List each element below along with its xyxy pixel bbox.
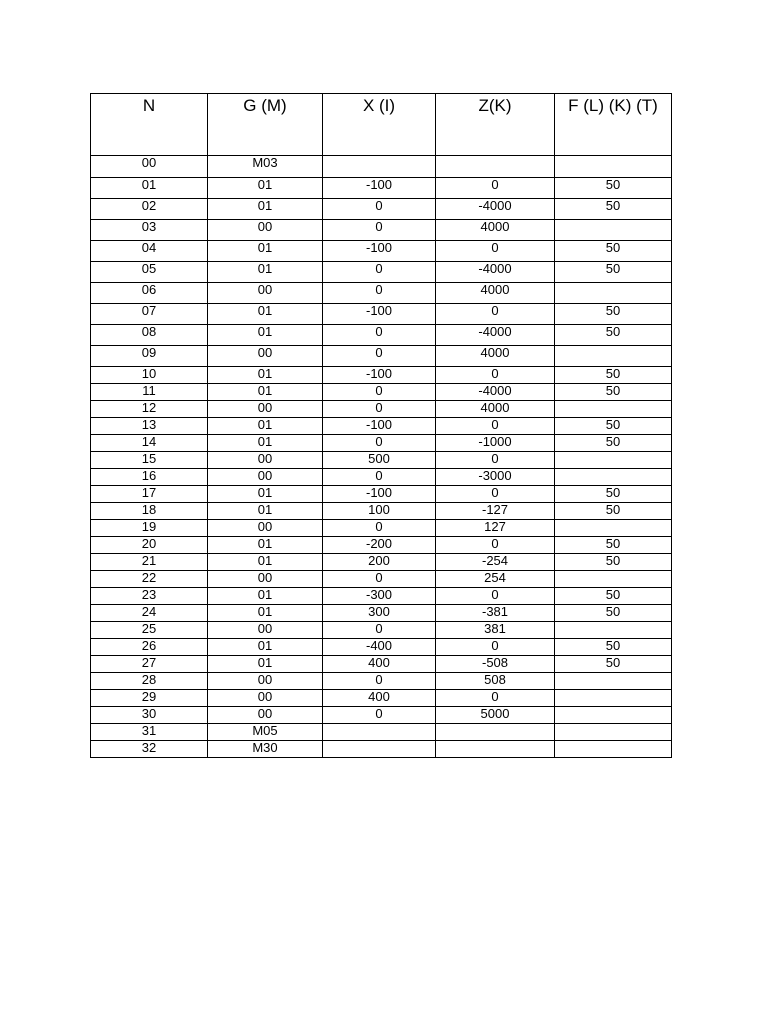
- cell-f: [555, 283, 672, 304]
- table-row: [91, 503, 672, 520]
- cell-n: 01: [91, 178, 208, 199]
- cell-z-k: 508: [436, 673, 555, 690]
- table-row: [91, 622, 672, 639]
- cell-z-k: 0: [436, 486, 555, 503]
- cell-x-i: [323, 156, 436, 178]
- cell-z-k: 4000: [436, 283, 555, 304]
- table-row: [91, 241, 672, 262]
- cell-z-k: 4000: [436, 220, 555, 241]
- cell-z-k: -1000: [436, 435, 555, 452]
- table-row: [91, 435, 672, 452]
- cell-z-k: 0: [436, 178, 555, 199]
- cell-x-i: -100: [323, 486, 436, 503]
- table-row: [91, 384, 672, 401]
- cell-x-i: 0: [323, 283, 436, 304]
- cell-g-m: 01: [208, 656, 323, 673]
- cell-z-k: [436, 741, 555, 758]
- cell-n: 15: [91, 452, 208, 469]
- cell-f: 50: [555, 503, 672, 520]
- table-row: [91, 520, 672, 537]
- cell-x-i: -200: [323, 537, 436, 554]
- cell-z-k: -381: [436, 605, 555, 622]
- cell-f: 50: [555, 241, 672, 262]
- cell-g-m: 00: [208, 469, 323, 486]
- cell-n: 11: [91, 384, 208, 401]
- cell-g-m: 01: [208, 588, 323, 605]
- cell-f: 50: [555, 486, 672, 503]
- cell-x-i: 0: [323, 199, 436, 220]
- cell-g-m: 01: [208, 262, 323, 283]
- cell-z-k: -4000: [436, 199, 555, 220]
- cell-n: 03: [91, 220, 208, 241]
- cell-x-i: 0: [323, 520, 436, 537]
- cell-n: 29: [91, 690, 208, 707]
- cell-g-m: 00: [208, 622, 323, 639]
- cell-g-m: 01: [208, 384, 323, 401]
- cell-g-m: 00: [208, 452, 323, 469]
- cell-f: [555, 220, 672, 241]
- cell-z-k: 0: [436, 588, 555, 605]
- cell-z-k: 0: [436, 304, 555, 325]
- header-n: N: [91, 94, 208, 156]
- table-row: [91, 325, 672, 346]
- cell-n: 24: [91, 605, 208, 622]
- cell-x-i: 500: [323, 452, 436, 469]
- cell-z-k: 0: [436, 639, 555, 656]
- cell-z-k: 4000: [436, 401, 555, 418]
- cell-f: 50: [555, 588, 672, 605]
- cell-x-i: 0: [323, 220, 436, 241]
- cell-n: 16: [91, 469, 208, 486]
- cell-x-i: 0: [323, 673, 436, 690]
- cell-x-i: 0: [323, 262, 436, 283]
- cell-g-m: M30: [208, 741, 323, 758]
- cell-f: 50: [555, 435, 672, 452]
- table-row: [91, 178, 672, 199]
- cell-n: 30: [91, 707, 208, 724]
- cell-x-i: 300: [323, 605, 436, 622]
- cell-f: 50: [555, 325, 672, 346]
- table-row: [91, 469, 672, 486]
- table-row: [91, 262, 672, 283]
- cell-f: 50: [555, 639, 672, 656]
- cell-z-k: 4000: [436, 346, 555, 367]
- cell-z-k: 0: [436, 418, 555, 435]
- cell-g-m: 01: [208, 537, 323, 554]
- cell-f: [555, 401, 672, 418]
- cell-n: 26: [91, 639, 208, 656]
- cell-f: 50: [555, 418, 672, 435]
- cell-x-i: 400: [323, 656, 436, 673]
- table-row: [91, 220, 672, 241]
- table-row: [91, 452, 672, 469]
- cell-g-m: 00: [208, 673, 323, 690]
- cell-f: 50: [555, 262, 672, 283]
- cell-f: 50: [555, 605, 672, 622]
- cell-z-k: -127: [436, 503, 555, 520]
- cell-g-m: 00: [208, 346, 323, 367]
- cell-x-i: 100: [323, 503, 436, 520]
- cell-x-i: -400: [323, 639, 436, 656]
- cell-f: 50: [555, 178, 672, 199]
- table-row: [91, 554, 672, 571]
- cell-n: 12: [91, 401, 208, 418]
- cell-g-m: 01: [208, 325, 323, 346]
- table-row: [91, 656, 672, 673]
- table-body: [91, 156, 672, 758]
- cell-f: 50: [555, 384, 672, 401]
- table-row: [91, 346, 672, 367]
- table-row: [91, 605, 672, 622]
- table-row: [91, 690, 672, 707]
- table-row: [91, 304, 672, 325]
- header-f-l-k-t: F (L) (K) (T): [555, 94, 672, 156]
- cell-g-m: 01: [208, 367, 323, 384]
- cell-n: 17: [91, 486, 208, 503]
- table-row: [91, 571, 672, 588]
- cell-z-k: -4000: [436, 325, 555, 346]
- cell-n: 31: [91, 724, 208, 741]
- cell-x-i: -100: [323, 367, 436, 384]
- cell-z-k: 254: [436, 571, 555, 588]
- cell-f: 50: [555, 199, 672, 220]
- cell-z-k: [436, 156, 555, 178]
- cell-f: [555, 452, 672, 469]
- cell-x-i: -100: [323, 241, 436, 262]
- cell-n: 10: [91, 367, 208, 384]
- cell-x-i: 0: [323, 469, 436, 486]
- cell-f: [555, 520, 672, 537]
- cell-f: [555, 622, 672, 639]
- cell-g-m: 01: [208, 304, 323, 325]
- cell-n: 05: [91, 262, 208, 283]
- cell-x-i: -300: [323, 588, 436, 605]
- cell-x-i: 0: [323, 435, 436, 452]
- cell-x-i: 0: [323, 707, 436, 724]
- cell-x-i: -100: [323, 178, 436, 199]
- cell-n: 09: [91, 346, 208, 367]
- cell-f: [555, 707, 672, 724]
- cell-z-k: -4000: [436, 262, 555, 283]
- cell-g-m: 00: [208, 520, 323, 537]
- cell-f: 50: [555, 656, 672, 673]
- cell-n: 25: [91, 622, 208, 639]
- cell-n: 23: [91, 588, 208, 605]
- cell-g-m: 00: [208, 401, 323, 418]
- cell-f: [555, 571, 672, 588]
- table-row: [91, 367, 672, 384]
- cell-n: 28: [91, 673, 208, 690]
- cell-n: 32: [91, 741, 208, 758]
- table-row: [91, 486, 672, 503]
- cell-x-i: 0: [323, 325, 436, 346]
- cell-n: 04: [91, 241, 208, 262]
- cell-f: [555, 673, 672, 690]
- cell-n: 19: [91, 520, 208, 537]
- cell-g-m: 01: [208, 605, 323, 622]
- cell-n: 14: [91, 435, 208, 452]
- cell-g-m: 01: [208, 554, 323, 571]
- header-g-m: G (M): [208, 94, 323, 156]
- cell-n: 18: [91, 503, 208, 520]
- cell-z-k: 0: [436, 367, 555, 384]
- cell-x-i: 200: [323, 554, 436, 571]
- cell-z-k: [436, 724, 555, 741]
- cell-g-m: 01: [208, 486, 323, 503]
- cell-f: [555, 346, 672, 367]
- cell-g-m: 01: [208, 178, 323, 199]
- cell-g-m: 00: [208, 220, 323, 241]
- cell-z-k: -3000: [436, 469, 555, 486]
- header-row: [91, 94, 672, 156]
- cell-x-i: 0: [323, 384, 436, 401]
- cell-g-m: 01: [208, 639, 323, 656]
- table-row: [91, 537, 672, 554]
- cell-g-m: 00: [208, 690, 323, 707]
- cell-f: [555, 741, 672, 758]
- cell-f: [555, 724, 672, 741]
- table-row: [91, 724, 672, 741]
- cell-n: 07: [91, 304, 208, 325]
- cell-z-k: 0: [436, 537, 555, 554]
- cell-z-k: 5000: [436, 707, 555, 724]
- header-z-k: Z(K): [436, 94, 555, 156]
- table-row: [91, 156, 672, 178]
- table-row: [91, 283, 672, 304]
- cell-n: 22: [91, 571, 208, 588]
- cell-g-m: 01: [208, 503, 323, 520]
- cell-g-m: 01: [208, 241, 323, 262]
- cell-n: 13: [91, 418, 208, 435]
- cell-n: 21: [91, 554, 208, 571]
- cell-z-k: -254: [436, 554, 555, 571]
- cell-z-k: 381: [436, 622, 555, 639]
- cell-f: 50: [555, 304, 672, 325]
- cell-z-k: 0: [436, 241, 555, 262]
- cell-f: 50: [555, 367, 672, 384]
- cell-z-k: 127: [436, 520, 555, 537]
- table-row: [91, 707, 672, 724]
- cell-z-k: 0: [436, 690, 555, 707]
- cell-f: [555, 469, 672, 486]
- cell-g-m: 01: [208, 435, 323, 452]
- cell-f: [555, 156, 672, 178]
- cell-f: 50: [555, 554, 672, 571]
- cell-g-m: 01: [208, 199, 323, 220]
- header-x-i: X (I): [323, 94, 436, 156]
- table-row: [91, 639, 672, 656]
- cell-x-i: 0: [323, 346, 436, 367]
- table-row: [91, 418, 672, 435]
- table-row: [91, 588, 672, 605]
- cell-z-k: 0: [436, 452, 555, 469]
- cnc-program-table: [90, 93, 672, 758]
- cell-n: 27: [91, 656, 208, 673]
- cell-z-k: -4000: [436, 384, 555, 401]
- cell-x-i: [323, 724, 436, 741]
- cell-g-m: M05: [208, 724, 323, 741]
- table-row: [91, 741, 672, 758]
- cell-n: 00: [91, 156, 208, 178]
- cell-f: 50: [555, 537, 672, 554]
- cell-g-m: 01: [208, 418, 323, 435]
- cell-g-m: M03: [208, 156, 323, 178]
- cell-x-i: 0: [323, 401, 436, 418]
- cell-x-i: 400: [323, 690, 436, 707]
- cell-x-i: -100: [323, 418, 436, 435]
- table-row: [91, 401, 672, 418]
- cell-z-k: -508: [436, 656, 555, 673]
- cell-n: 06: [91, 283, 208, 304]
- cell-x-i: [323, 741, 436, 758]
- table-row: [91, 673, 672, 690]
- cell-g-m: 00: [208, 707, 323, 724]
- cell-g-m: 00: [208, 571, 323, 588]
- cell-f: [555, 690, 672, 707]
- cell-n: 02: [91, 199, 208, 220]
- cell-n: 20: [91, 537, 208, 554]
- cell-n: 08: [91, 325, 208, 346]
- cell-x-i: 0: [323, 571, 436, 588]
- table-row: [91, 199, 672, 220]
- cell-x-i: -100: [323, 304, 436, 325]
- cell-g-m: 00: [208, 283, 323, 304]
- cell-x-i: 0: [323, 622, 436, 639]
